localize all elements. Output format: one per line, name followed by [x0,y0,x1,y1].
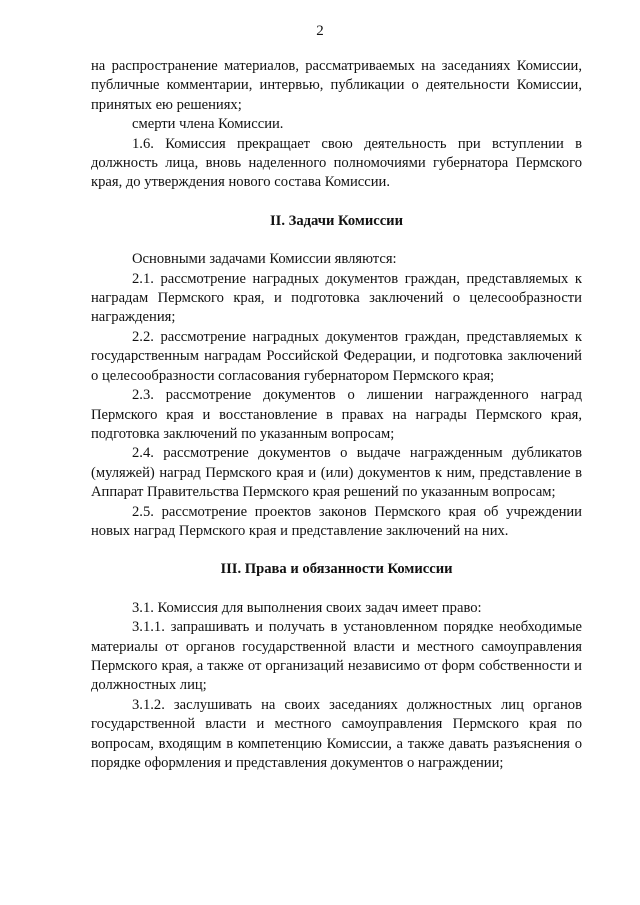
list-item: 2.1. рассмотрение наградных документов граждан, представляемых к наградам Пермского края, и подготовка заключений о целесообразности награждения; [91,270,582,326]
paragraph: смерти члена Комиссии. [132,116,284,133]
page-number: 2 [316,23,324,39]
list-item: 2.3. рассмотрение документов о лишении награжденного наград Пермского края и восстановление в правах на награды Пермского края, подготовка заключений по указанным вопросам; [91,387,582,442]
document-body [91,57,582,773]
list-item: 2.5. рассмотрение проектов законов Пермского края об учреждении новых наград Пермского края и представление заключений на них. [91,503,582,539]
list-item: 2.2. рассмотрение наградных документов граждан, представляемых к государственным наградам Российской Федерации, и подготовка заключений о целесообразности согласования губернатором Пермского края; [91,328,582,384]
list-item: 3.1.2. заслушивать на своих заседаниях должностных лиц органов государственной власти и местного самоуправления Пермского края по вопросам, входящим в компетенцию Комиссии, а также давать разъяснения о порядке оформления и представления документов о награждении; [91,696,582,771]
section-heading: III. Права и обязанности Комиссии [220,561,453,578]
paragraph: 1.6. Комиссия прекращает свою деятельность при вступлении в должность лица, вновь наделенного полномочиями губернатора Пермского края, до утверждения нового состава Комиссии. [91,135,582,191]
paragraph: на распространение материалов, рассматриваемых на заседаниях Комиссии, публичные комментарии, интервью, публикации о деятельности Комиссии, принятых ею решениях; [91,58,582,113]
section-intro: Основными задачами Комиссии являются: [132,251,397,268]
section-heading: II. Задачи Комиссии [269,212,404,229]
section-intro: 3.1. Комиссия для выполнения своих задач имеет право: [132,599,482,616]
list-item: 2.4. рассмотрение документов о выдаче награжденным дубликатов (муляжей) наград Пермского края и (или) документов к ним, представление в Аппарат Правительства Пермского края решений по указанным вопросам; [91,445,582,501]
list-item: 3.1.1. запрашивать и получать в установленном порядке необходимые материалы от органов государственной власти и местного самоуправления Пермского края, а также от организаций независимо от форм собственности и должностных лиц; [91,619,582,694]
